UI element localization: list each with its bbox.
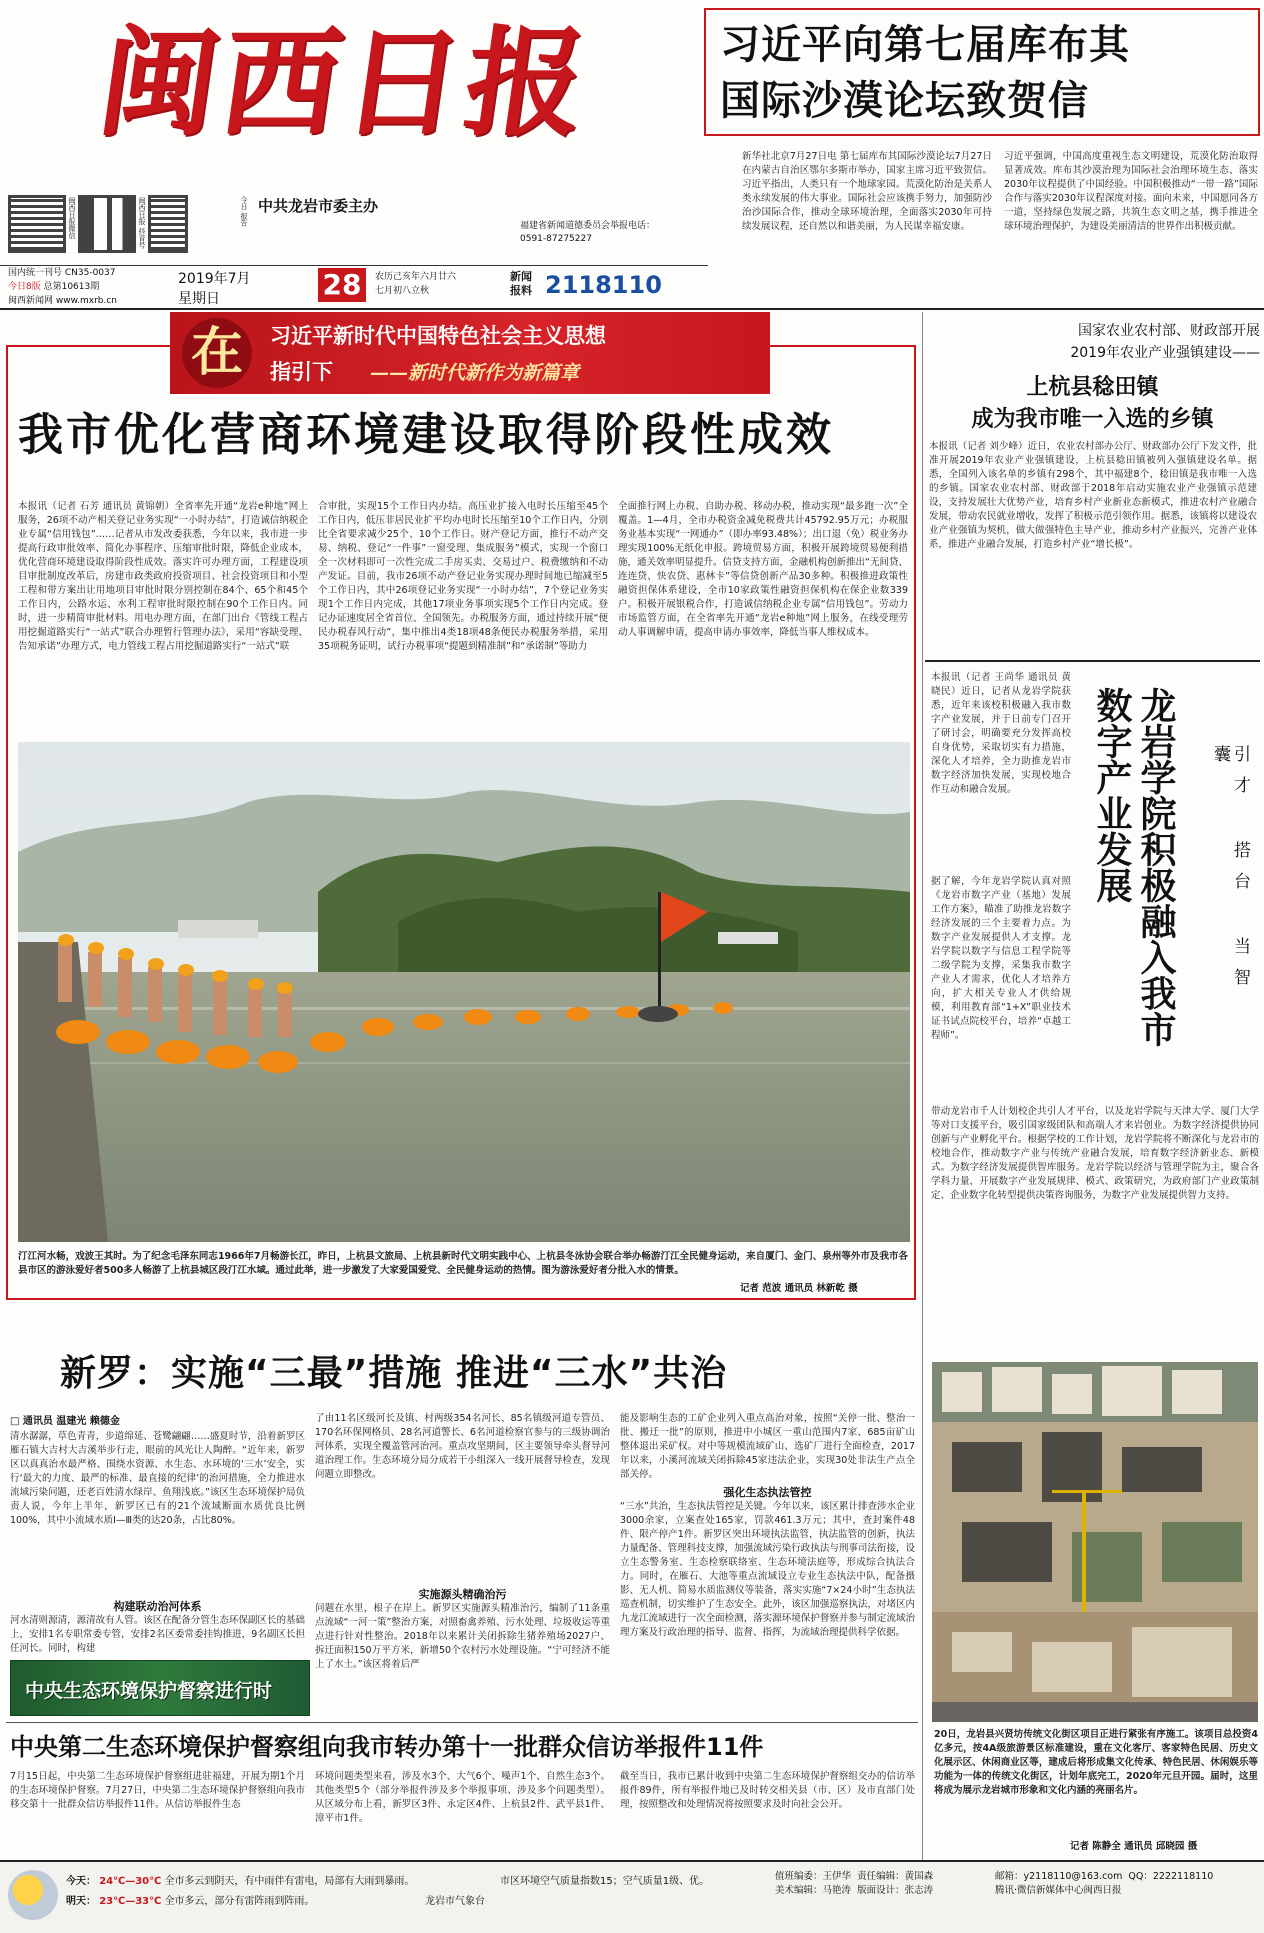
art-editor: 美术编辑：马艳涛 [775,1885,852,1896]
banner-zai: 在 [182,318,252,388]
editors [775,1870,975,1898]
complaint-phone: 0591-87275227 [520,234,592,244]
sponsor: 中共龙岩市委主办 [258,197,379,215]
agri-body: 本报讯（记者 刘少峰）近日，农业农村部办公厅、财政部办公厅下发文件，批准开展2019年农业产业强镇建设，上杭县稔田镇被列入强镇建设名单。据悉，全国列入该名单的乡镇有298个，其中福建8个，稔田镇是我市唯一入选的乡镇。国家农业农村部、财政部于2018年启动实施农业产业强镇示范建设，支持发展壮大优势产业，培育乡村产业新业态新模式，推进农村产业融合发展，带动农民就业增收，发挥了积极示范引领作用。据悉，该镇将以建设农业产业强镇为契机，做大做强特色主导产业，推动乡村产业振兴，完善产业体系，推进产业融合发展，打造乡村产业“增长极”。 [929,441,1257,550]
qr-code-icon[interactable] [78,195,136,253]
column-separator [922,312,923,1882]
weather-station: 龙岩市气象台 [425,1896,485,1907]
tomorrow-label: 明天： [66,1896,96,1907]
agri-headline-1: 上杭县稔田镇 [1026,375,1159,400]
bottom-headline: 中央第二生态环境保护督察组向我市转办第十一批群众信访举报件11件 [10,1733,764,1761]
layout-designer: 版面设计：张志涛 [857,1885,934,1896]
main-story-col-1: 本报讯（记者 石芳 通讯员 黄锦朝）全省率先开通“龙岩e种地”网上服务，26项不动产相关登记业务实现“一小时办结”，打造诚信纳税企业专属“信用钱包”……记者从市发改委获悉，今年以来，我市进一步提高行政审批效率、简化办事程序、压缩审批时限，降低企业成本，优化营商环境建设取得阶段性成效。落实许可办理方面，工程建设项目审批制度改革后，房建市政类政府投资项目、社会投资项目和小型工程和带方案出让用地项目审批时限分别控制在84个、65个和45个工作日内，公路水运、水利工程审批时限控制在90个工作日内。同时，进一步精简审批材料。用电办理方面，在部门出台《管线工程占用挖掘道路实行“一站式”联合办理暂行管理办法》，采用“容缺受理、告知承诺”办理方式，电力管线工程占用挖掘道路实行“一站式”联 [18,501,308,652]
contact [995,1870,1260,1898]
inspection-banner [10,1660,310,1716]
today-desc: 全市多云到阴天，有中雨伴有雷电，局部有大雨到暴雨。 [164,1876,415,1887]
qr-label: 今日 报告 [240,196,248,227]
agri-kicker-2: 2019年农业产业强镇建设—— [1070,345,1260,361]
qr-code-icon[interactable] [8,195,66,253]
agri-headline-2: 成为我市唯一入选的乡镇 [971,407,1214,432]
date-month: 2019年7月 [178,271,251,287]
top-story-headline-2: 国际沙漠论坛致贺信 [720,78,1089,124]
swimming-photo[interactable] [18,742,910,1242]
publication-info [8,266,168,308]
xinluo-col-3: 能及影响生态的工矿企业列入重点高治对象，按照“关停一批、整治一批、搬迁一批”的原则，推进中小城区一重山范围内7家、685亩矿山整体退出采矿权。对中等规模流域矿山、选矿厂进行全面检查，2017年以来，小溪河流域关闭拆除45家违法企业，实现30处非法生产点全部关停。 [620,1413,915,1480]
editor-in-charge: 责任编辑：黄国森 [857,1871,934,1882]
bottom-col-2: 环境问题类型来看，涉及水3个、大气6个、噪声1个、自然生态3个。其他类型5个（部分举报件涉及多个举报事项、涉及多个问题类型）。从区域分布上看，新罗区3件、永定区4件、上杭县2件、武平县1件、漳平市1件。 [315,1771,610,1824]
swimming-photo-credit: 记者 范波 通讯员 林新乾 摄 [740,1283,858,1294]
main-story-col-2: 合审批，实现15个工作日内办结。高压业扩接入电时长压缩至45个工作日内，低压非居民业扩平均办电时长压缩至10个工作日内，分别比全省要求减少25个、10个工作日。财产登记方面，推行不动产交易、纳税、登记“一件事”一窗受理、集成服务”模式，实现一个窗口全一次材料即可一次性完成二手房买卖、交易过户、税费缴纳和不动产发证。目前，我市26项不动产登记业务实现办理时间地已缩减至5个工作日内，其中26项登记业务实现“一小时办结”，7个登记业务实现1个工作日内完成，其他17项业务事项实现5个工作日内完成。登记办证速度居全省首位、全国领先。办税服务方面，通过持续开展“便民办税春风行动”，集中推出4类18项48条便民办税服务举措，采用35项税务证明，试行办税事项“提题到精准制”和“承诺制”等助力 [318,501,608,652]
qr-label: 闽西日报 抖音号 [138,197,146,249]
qr-code-icon[interactable] [148,195,188,253]
xinluo-col-2b: 问题在水里，根子在岸上。新罗区实施源头精准治污，编制了11条重点流域“一河一策”整治方案，对照畜禽养殖、污水处理、垃圾收运等重点进行针对性整治。2018年以来累计关闭拆除生猪养殖场2027户、拆迁面积150万平方米，新增50个农村污水处理设施。“宁可经济不能上了水土。”该区将着后严 [315,1603,610,1670]
xinluo-sub-2: 实施源头精确治污 [418,1588,507,1601]
bottom-col-1: 7月15日起，中央第二生态环境保护督察组进驻福建，开展为期1个月的生态环境保护督察。7月27日，中央第二生态环境保护督察组向我市移交第十一批群众信访举报件11件。从信访举报件生态 [10,1771,305,1810]
top-story-col-1: 新华社北京7月27日电 第七届库布其国际沙漠论坛7月27日在内蒙古自治区鄂尔多斯市举办，国家主席习近平致贺信。习近平指出，人类只有一个地球家园。荒漠化防治是关系人类永续发展的伟大事业。国际社会应该携手努力，加强防沙治沙国际合作，推动全球环境治理，全面落实2030年可持续发展议程，还自然以和谐美丽，为人民谋幸福安康。 [742,151,992,232]
website[interactable]: 闽西新闻网 www.mxrb.cn [8,296,117,306]
tomorrow-desc: 全市多云，部分有雷阵雨到阵雨。 [164,1896,315,1907]
footer [0,1860,1264,1933]
xinluo-col-1b: 河水清则源清，源清故有人管。该区在配备分管生态环保副区长的基础上，安排1名专职常委专管，安排2名区委常委挂钩推进，9名副区长担任河长。同时，构建 [10,1615,305,1654]
banner-line-1: 习近平新时代中国特色社会主义思想 [270,324,606,348]
weather-icon [8,1870,58,1920]
xinluo-byline: □ 通讯员 温建光 赖德金 [10,1416,120,1427]
xinluo-sub-1: 构建联动治河体系 [113,1600,202,1613]
construction-photo-caption: 20日，龙岩县兴贤坊传统文化街区项目正进行紧张有序施工。该项目总投资4亿多元，按4A级旅游景区标准建设，重在文化客厅、客家特色民居、历史文化展示区、休闲商业区等，建成后将形成集文化传承、特色民居、休闲娱乐等功能为一体的传统文化街区，计划年底完工，2020年元旦开园。届时，这里将成为展示龙岩城市形象和文化内涵的亮丽名片。 [934,1729,1258,1796]
newspaper-logo: 闽西日报 [90,13,598,152]
lunar-line: 七月初八立秋 [375,286,430,296]
college-subtitle: 引才 搭台 当智囊 [1210,745,1250,999]
agri-kicker-1: 国家农业农村部、财政部开展 [1078,323,1260,339]
qr-label: 闽西日报微信 [68,197,76,239]
college-body-1: 据了解，今年龙岩学院认真对照《龙岩市数字产业（基地）发展工作方案》，瞄准了助推龙岩数字经济发展的三个主要着力点。为数字产业发展提供人才支撑。龙岩学院以数字与信息工程学院等二级学院为支撑，采集我市数字产业人才需求，优化人才培养方向，扩大相关专业人才供给规模，利用教育部“1+X”职业技术证书试点院校平台，培养“卓越工程师”。 [931,876,1071,1041]
college-body-2: 带动龙岩市千人计划校企共引人才平台，以及龙岩学院与天津大学、厦门大学等对口支援平台，吸引国家级团队和高端人才来岩创业。为数字经济提供协同创新与产业孵化平台。根据学校的工作计划，龙岩学院将不断深化与龙岩市的校地合作，推动数字产业与传统产业融合发展，培育数字经济新业态、新模式。为数字经济发展提供智库服务。龙岩学院以经济与管理学院为主，聚合各学科力量，开展数字产业发展规律、模式、政策研究，为政府部门产业政策制定、企业数字化转型提供决策咨询服务，为数字产业发展提供智力支持。 [931,1106,1259,1201]
agri-story [925,310,1264,658]
weather-today [66,1872,414,1887]
date-weekday: 星期日 [178,291,220,307]
pub-number: 国内统一刊号 CN35-0037 [8,268,116,278]
today-label: 今天： [66,1876,96,1887]
hotline-label: 新闻 报料 [510,270,532,297]
swimming-photo-image [18,742,910,1242]
qr-code-row [8,195,188,261]
inspection-banner-text: 中央生态环境保护督察进行时 [25,1680,273,1702]
college-byline: 本报讯（记者 王尚华 通讯员 黄晓民）近日，记者从龙岩学院获悉，近年来该校积极融入我市数字产业发展，并于日前专门召开了研讨会，明确要充分发挥高校自身优势，采取切实有力措施，深化人才培养，全力助推龙岩市数字经济加快发展，实现校地合作互动和融合发展。 [931,672,1071,795]
lunar-date [375,270,456,298]
bottom-rule [6,1722,918,1723]
xinluo-col-2: 了由11名区级河长及镇、村两级354名河长、85名镇级河道专管员、170名环保网格员、28名河道警长、6名河道检察官参与的三级协调治河体系，实现全覆盖管河治河。重点攻坚期间，区主要领导牵头督导河道治理工作。生态环境分局分成若干小组深入一线开展督导检查，发现问题立即整改。 [315,1413,610,1480]
banner-line-3: ——新时代新作为新篇章 [370,362,580,384]
college-story [925,665,1264,1355]
right-rule [925,660,1260,662]
college-headline: 龙岩学院积极融入我市数字产业发展 [1091,687,1176,1047]
issue-today: 今日8版 [8,282,41,292]
service-line: 腾讯·微信新媒体中心闽西日报 [995,1885,1122,1896]
date-day-box: 28 [318,268,366,302]
bottom-col-3: 截至当日，我市已累计收到中央第二生态环境保护督察组交办的信访举报件89件，所有举报件地已及时转交相关县（市、区）及市直部门处理，按照整改和处理情况将按照要求及时向社会公开。 [620,1771,915,1810]
qq-number: QQ：2222118110 [1128,1871,1214,1882]
hotline-number[interactable]: 2118110 [545,271,662,299]
swimming-photo-caption: 汀江河水畅，戏波王其时。为了纪念毛泽东同志1966年7月畅游长江，昨日，上杭县文旅局、上杭县新时代文明实践中心、上杭县冬泳协会联合举办畅游汀江全民健身运动，来自厦门、金门、泉州等外市及我市各县市区的游泳爱好者500多人畅游了上杭县城区段汀江水域。通过此举，进一步激发了大家爱国爱党、全民健身运动的热情。图为游泳爱好者分批入水的情景。 [18,1251,908,1276]
xinluo-sub-3: 强化生态执法管控 [723,1486,812,1499]
issue-total: 总第10613期 [43,282,100,292]
construction-photo-credit: 记者 陈静全 通讯员 邱晓园 摄 [1070,1841,1198,1852]
email-link[interactable]: 邮箱：y2118110@163.com [995,1871,1123,1882]
construction-photo-image [932,1362,1258,1722]
top-story-col-2: 习近平强调，中国高度重视生态文明建设，荒漠化防治取得显著成效。库布其沙漠治理为国际社会治理环境生态、落实2030年议程提供了中国经验。中国积极推动“一带一路”国际合作与落实2030年议程深度对接。面向未来，中国愿同各方一道，坚持绿色发展之路，共筑生态文明之基，携手推进全球环境治理保护，为建设美丽清洁的世界作出积极贡献。 [1004,151,1258,232]
banner-line-2: 指引下 [270,360,333,384]
xinluo-col-3b: “三水”共治，生态执法管控是关键。今年以来，该区累计排查涉水企业3000余家，立案查处165家，罚款461.3万元；其中，查封案件48件、限产停产1件。新罗区突出环境执法监管，执法监管的创新，执法力量配备、管理科技支撑，加强流域污染行政执法与刑事司法衔接，设立生态警务室、生态检察联络室、生态环境法庭等，形成综合执法合力。同时，在雁石、大池等重点流域设立专业生态执法中队，配备摄影、无人机、简易水质监测仪等装备，落实实施“7×24小时”生态执法巡查机制，切实维护了生态安全。此外，该区加强巡察执法，对堵区内九龙江流域进行一次全面检测，落实源环境保护督察并参与制定流域治理方案及行政治理的指导、监督、指挥，为流域治理提供科学依据。 [620,1501,915,1638]
theme-banner [170,312,770,394]
editor-on-duty: 值班编委：王伊华 [775,1871,852,1882]
tomorrow-temp: 23℃—33℃ [99,1896,162,1907]
weather-tomorrow [66,1892,314,1907]
aqi: 市区环境空气质量指数15；空气质量1级、优。 [500,1876,710,1887]
xinluo-headline: 新罗：实施“三最”措施 推进“三水”共治 [60,1353,728,1394]
main-story-col-3: 全面推行网上办税、自助办税、移动办税，推动实现“最多跑一次”全覆盖。1—4月，全市办税资金减免税费共计45792.95万元；办税服务业基本实现“一网通办”（即办率93.48%）；出口退（免）税业务办理实现100%无纸化申报。跨境贸易方面，积极开展跨境贸易便利措施，通关效率明显提升。信贷支持方面，金融机构创新推出“无间贷、连连贷、快农贷、惠林卡”等信贷创新产品30多种。积极推进政策性融资担保体系建设，全市10家政策性融资担保机构在保企业数339户。积极开展银税合作，打造诚信纳税企业专属“信用钱包”。劳动力市场监管方面，在全省率先开通“龙岩e种地”网上服务，在线受理劳动人事调解申请，提高申请办事效率，降低当事人维权成本。 [618,501,908,638]
construction-photo[interactable] [932,1362,1258,1722]
complaint-line [520,220,655,246]
top-story [704,0,1264,305]
complaint-label: 福建省新闻道德委员会举报电话： [520,221,656,231]
top-story-headline-1: 习近平向第七届库布其 [720,22,1130,68]
lunar-line: 农历己亥年六月廿六 [375,272,457,282]
xinluo-col-1: 清水潺潺，草色青青，步道绵延、苍鹭翩翩……盛夏时节，沿着新罗区雁石镇大吉村大吉溪举步行走，眼前的风光让人陶醉。“近年来，新罗区以真真治水最严格、围绕水资源、水生态、水环境的‘三水’安全，实行‘最大的力度、最严的标准、最直接的纪律’的治河措施，全力推进水流域污染问题，还老百姓清水绿岸、鱼翔浅底。”该区生态环境保护局负责人说，今年上半年，新罗区已有的21个流域断面水质优良比例100%，其中小流域水质Ⅰ—Ⅲ类的达20条，占比80%。 [10,1431,305,1526]
today-temp: 24℃—30℃ [99,1876,162,1887]
main-headline: 我市优化营商环境建设取得阶段性成效 [18,408,835,461]
